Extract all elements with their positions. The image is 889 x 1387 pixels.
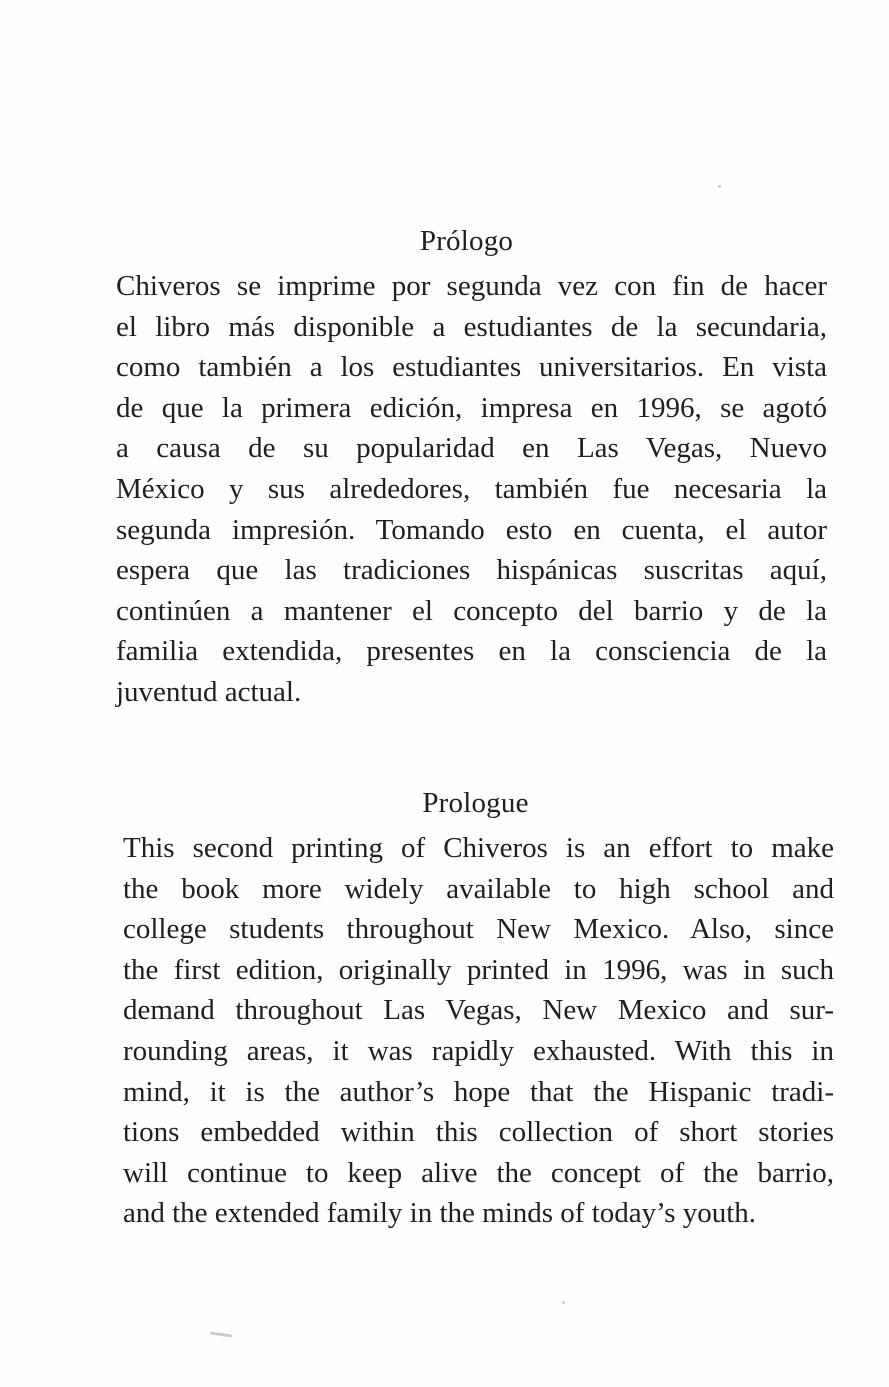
text-line: el libro más disponible a estudiantes de la secundaria, (116, 310, 827, 343)
text-line: the book more widely available to high school and (123, 872, 834, 905)
english-prologue-heading: Prologue (422, 787, 529, 819)
spanish-prologue-text (116, 266, 827, 713)
text-line: demand throughout Las Vegas, New Mexico and sur- (123, 994, 834, 1027)
text-line: como también a los estudiantes universitarios. En vista (116, 351, 827, 384)
english-prologue-text (123, 828, 834, 1234)
text-line: the first edition, originally printed in 1996, was in such (123, 953, 834, 986)
text-line: will continue to keep alive the concept of the barrio, (123, 1156, 834, 1189)
text-line: de que la primera edición, impresa en 1996, se agotó (116, 391, 827, 424)
text-line: tions embedded within this collection of short stories (123, 1116, 834, 1149)
text-line: mind, it is the author’s hope that the Hispanic tradi- (123, 1075, 834, 1108)
text-line: and the extended family in the minds of today’s youth. (123, 1197, 757, 1230)
text-line: juventud actual. (116, 675, 302, 708)
paper-speck (562, 1301, 565, 1304)
text-line: rounding areas, it was rapidly exhausted. With this in (123, 1034, 834, 1067)
text-line: familia extendida, presentes en la consciencia de la (116, 635, 827, 668)
spanish-prologue (0, 224, 889, 724)
paper-speck (718, 185, 721, 188)
text-line: Chiveros se imprime por segunda vez con fin de hacer (116, 270, 827, 302)
text-line: México y sus alrededores, también fue necesaria la (116, 472, 827, 505)
paper-speck (210, 1331, 232, 1337)
text-line: college students throughout New Mexico. Also, since (123, 913, 834, 946)
text-line: continúen a mantener el concepto del barrio y de la (116, 594, 827, 627)
english-prologue (0, 786, 889, 1246)
text-line: This second printing of Chiveros is an effort to make (123, 832, 834, 864)
text-line: a causa de su popularidad en Las Vegas, Nuevo (116, 432, 827, 465)
text-line: segunda impresión. Tomando esto en cuenta, el autor (116, 513, 827, 546)
text-line: espera que las tradiciones hispánicas suscritas aquí, (116, 554, 827, 587)
spanish-prologue-heading: Prólogo (419, 225, 514, 257)
